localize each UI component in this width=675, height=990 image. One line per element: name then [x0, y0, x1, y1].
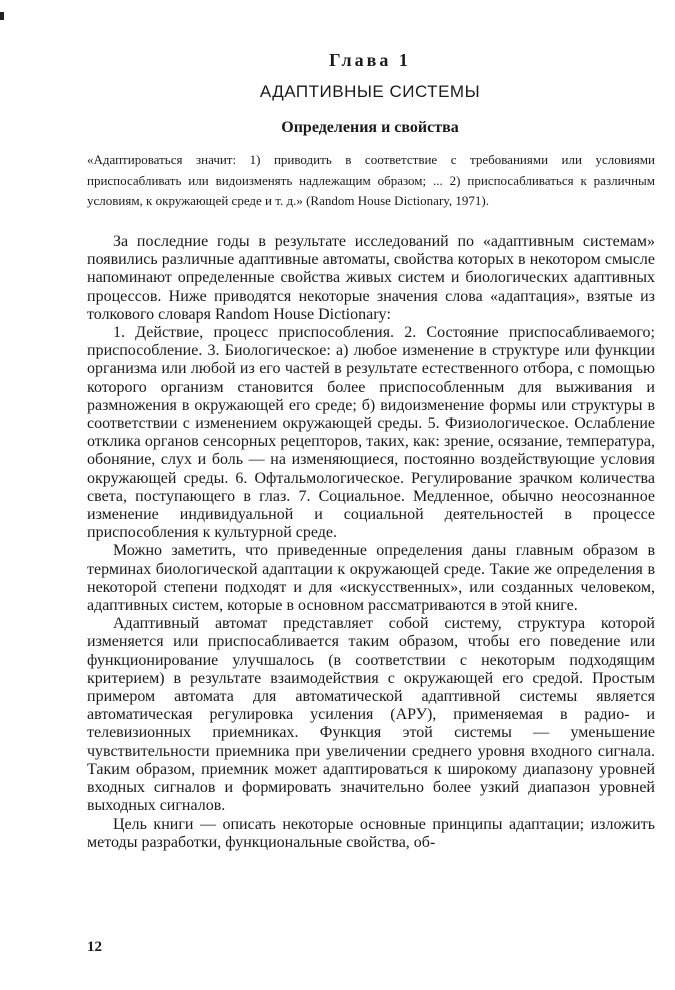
- page-edge-mark: [0, 12, 4, 20]
- section-title: Определения и свойства: [281, 119, 459, 136]
- paragraph-book-goal: Цель книги — описать некоторые основные принципы адаптации; изложить методы разработки, функциональные свойства, об-: [87, 815, 655, 851]
- chapter-title: АДАПТИВНЫЕ СИСТЕМЫ: [259, 82, 481, 101]
- paragraph-observation: Можно заметить, что приведенные определения даны главным образом в терминах биологической адаптации к окружающей среде. Такие же определения в некоторой степени подходят и для «искусственных», или созданных человеком, адаптивных систем, которые в основном рассматриваются в этой книге.: [87, 542, 655, 615]
- chapter-label: Глава 1: [329, 50, 411, 70]
- paragraph-adaptive-automaton: Адаптивный автомат представляет собой систему, структура которой изменяется или приспосабливается таким образом, чтобы его поведение или функционирование улучшалось (в соответствии с некоторым подходящим критерием) в результате взаимодействия с окружающей его средой. Простым примером автомата для автоматической адаптивной системы является автоматическая регулировка усиления (АРУ), применяемая в радио- и телевизионных приемниках. Функция этой системы — уменьшение чувствительности приемника при увеличении среднего уровня входного сигнала. Таким образом, приемник может адаптироваться к широкому диапазону уровней входных сигналов и формировать значительно более узкий диапазон уровней выходных сигналов.: [87, 615, 655, 815]
- paragraph-intro: За последние годы в результате исследований по «адаптивным системам» появились различные адаптивные автоматы, свойства которых в некотором смысле напоминают определенные свойства живых систем и биологических адаптивных процессов. Ниже приводятся некоторые значения слова «адаптация», взятые из толкового словаря Random House Dictionary:: [87, 233, 655, 323]
- page-number: 12: [87, 939, 102, 955]
- epigraph: «Адаптироваться значит: 1) приводить в соответствие с требованиями или условиями приспосабливать или видоизменять надлежащим образом; ... 2) приспосабливаться к различным условиям, к окружающей среде и т. д.» (Random House Dictionary, 1971).: [87, 152, 655, 208]
- body-text: [87, 233, 655, 852]
- paragraph-definitions: 1. Действие, процесс приспособления. 2. Состояние приспосабливаемого; приспособление. 3. Биологическое: а) любое изменение в структуре или функции организма или любой из его частей в результате естественного отбора, с помощью которого организм становится более приспособленным для выживания и размножения в окружающей его среде; б) видоизменение формы или структуры в соответствии с изменением окружающей среды. 5. Физиологическое. Ослабление отклика органов сенсорных рецепторов, таких, как: зрение, осязание, температура, обоняние, слух и боль — на изменяющиеся, постоянно воздействующие условия окружающей среды. 6. Офтальмологическое. Регулирование зрачком количества света, поступающего в глаз. 7. Социальное. Медленное, обычно неосознанное изменение индивидуальной и социальной деятельностей в процессе приспособления к культурной среде.: [87, 324, 655, 542]
